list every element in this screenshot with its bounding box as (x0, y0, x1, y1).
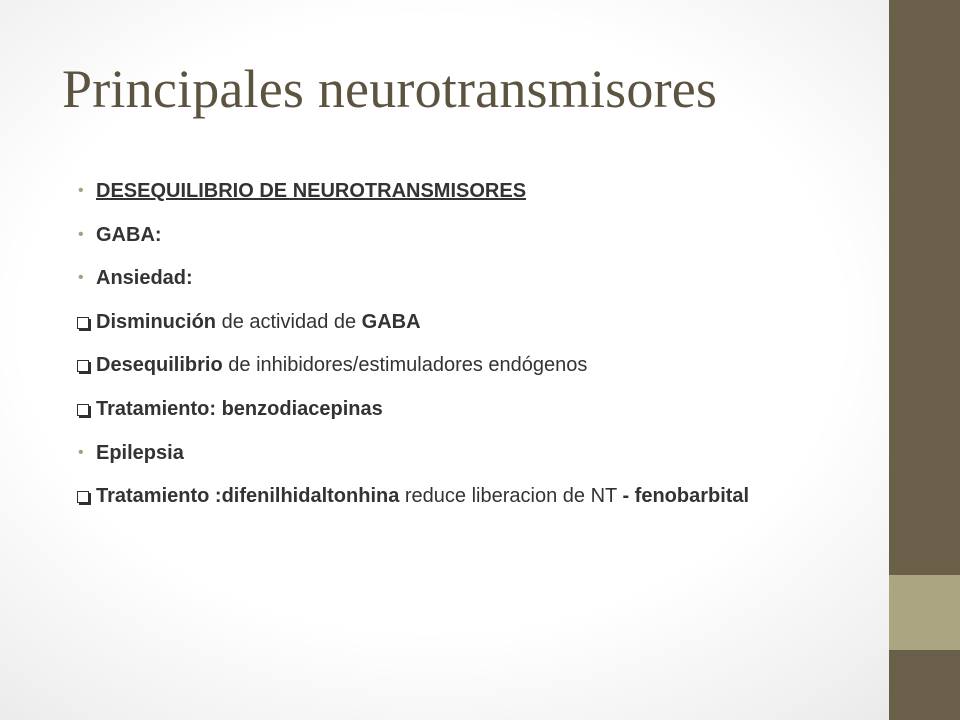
list-item (75, 176, 815, 206)
round-bullet-icon: • (78, 443, 84, 461)
round-bullet-icon: • (78, 269, 84, 287)
item-text-bold: Tratamiento :difenilhidaltonhina (96, 485, 400, 508)
list-item (75, 307, 815, 337)
side-band-bottom (889, 650, 960, 720)
item-text: DESEQUILIBRIO DE NEUROTRANSMISORES (96, 180, 527, 202)
item-text: reduce liberacion de NT (399, 485, 623, 508)
item-text: Ansiedad: (96, 267, 193, 290)
item-text: Epilepsia (96, 441, 184, 464)
checkbox-icon (77, 491, 89, 503)
slide-title: Principales neurotransmisores (62, 59, 718, 119)
list-item (75, 220, 815, 250)
list-item (75, 394, 815, 424)
item-text: de actividad de (216, 310, 362, 333)
checkbox-icon (77, 317, 89, 329)
side-band-middle (889, 575, 960, 650)
round-bullet-icon: • (78, 225, 84, 243)
checkbox-icon (77, 360, 89, 372)
list-item (75, 263, 815, 293)
item-text: de inhibidores/estimuladores endógenos (222, 354, 588, 377)
list-item (75, 438, 815, 468)
round-bullet-icon: • (78, 182, 84, 199)
side-band-top (889, 0, 960, 575)
item-text-bold: Desequilibrio (96, 354, 223, 377)
item-text-bold: - fenobarbital (622, 485, 750, 508)
item-text-bold: GABA (361, 310, 421, 333)
list-item (75, 350, 815, 380)
item-text-bold: Disminución (96, 310, 217, 333)
checkbox-icon (77, 404, 89, 416)
item-text: GABA: (96, 223, 162, 246)
list-item (75, 481, 815, 511)
content-list (75, 176, 815, 525)
item-text-bold: Tratamiento: benzodiacepinas (96, 397, 383, 420)
